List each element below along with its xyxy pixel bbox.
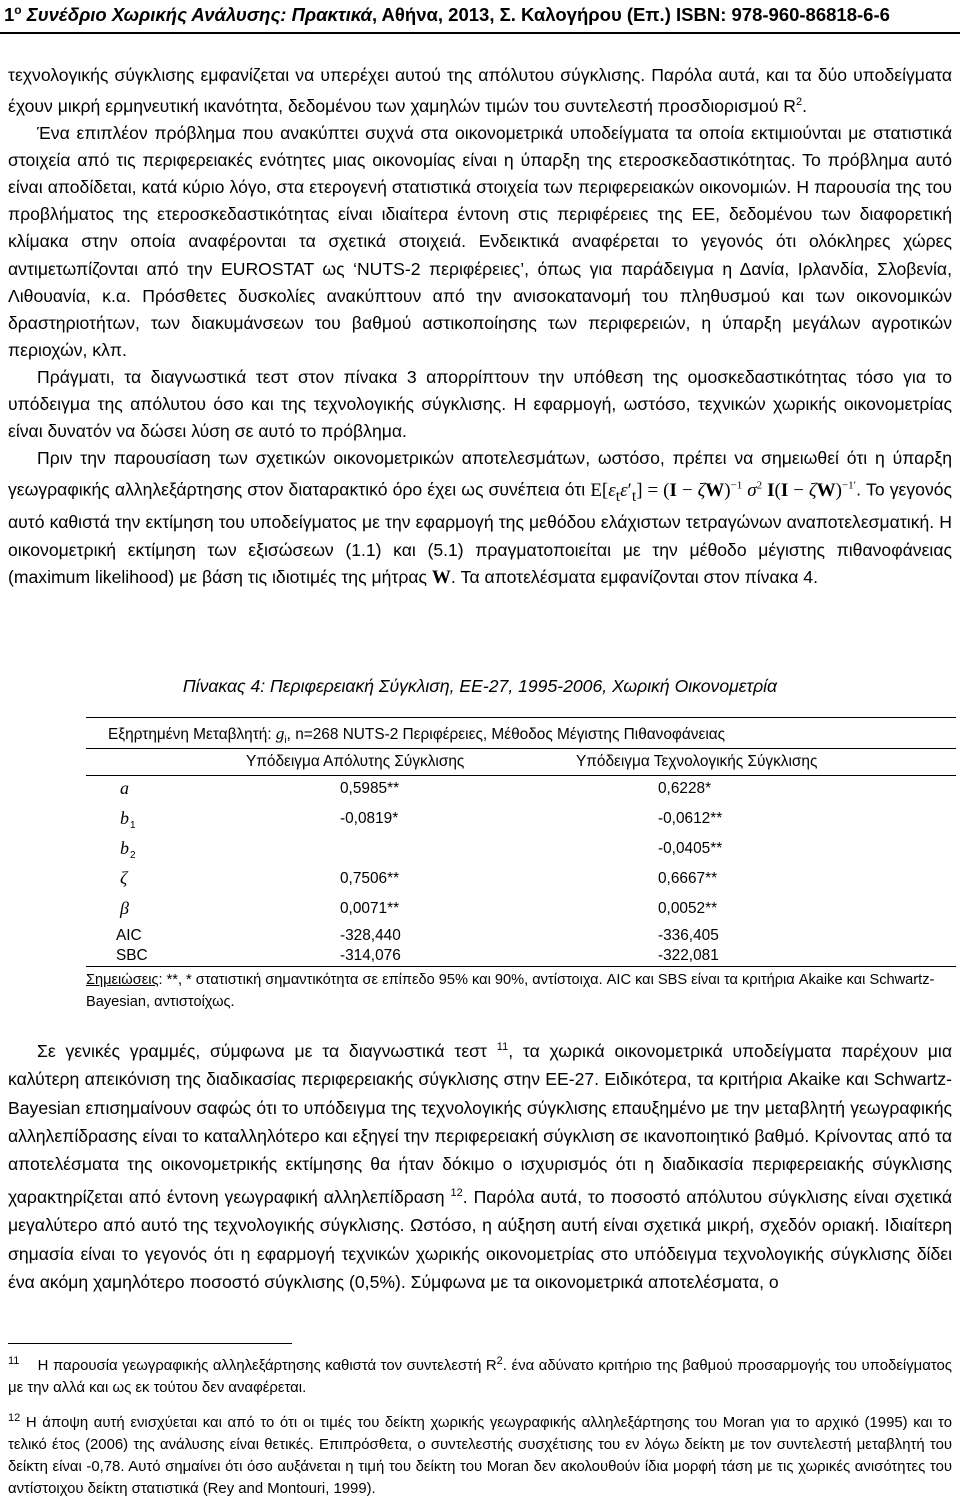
table-row (86, 896, 956, 926)
dep-var-symbol: g (275, 724, 285, 743)
paragraph-4-text-c: . Τα αποτελέσματα εμφανίζονται στον πίνακα 4. (450, 566, 818, 587)
footnote-11-superscript: 2 (496, 1355, 503, 1367)
footnote-11-number: 11 (8, 1355, 20, 1367)
header-ordinal-suffix: ο (14, 2, 22, 17)
table-body (86, 776, 956, 966)
dep-rest-text: , n=268 NUTS-2 Περιφέρειες, Μέθοδος Μέγιστης Πιθανοφάνειας (286, 726, 726, 743)
r-squared-superscript: 2 (795, 96, 803, 109)
column-header-absolute: Υπόδειγμα Απόλυτης Σύγκλισης (246, 753, 465, 770)
matrix-w: W (431, 566, 451, 588)
row-symbol: SBC (116, 947, 148, 964)
row-symbol: ζ (120, 868, 128, 888)
notes-text: : **, * στατιστική σημαντικότητα σε επίπεδο 95% και 90%, αντίστοιχα. AIC και SBS είναι τα κριτήρια Akaike και Schwartz-Bayesian, αντιστοίχως. (86, 972, 935, 1010)
notes-label: Σημειώσεις (86, 972, 159, 988)
technological-model-value: -322,081 (658, 947, 719, 964)
absolute-model-value: 0,5985** (340, 780, 400, 797)
footnote-12 (8, 1407, 952, 1500)
technological-model-value: -0,0405** (658, 840, 723, 857)
footnote-ref-12[interactable]: 12 (450, 1186, 463, 1199)
paragraph-1-text: τεχνολογικής σύγκλισης εμφανίζεται να υπερέχει αυτού της απόλυτου σύγκλισης. Παρόλα αυτά, και τα δύο υποδείγματα έχουν μικρή ερμηνευτική ικανότητα, δεδομένου των χαμηλών τιμών του συντελεστή προσδιορισμού R (8, 65, 952, 116)
table-row (86, 866, 956, 896)
technological-model-value: 0,0052** (658, 900, 718, 917)
technological-model-value: -336,405 (658, 927, 719, 944)
footnote-ref-11[interactable]: 11 (496, 1041, 509, 1053)
paragraph-3: Πράγματι, τα διαγνωστικά τεστ στον πίνακα 3 απορρίπτουν την υπόθεση της ομοσκεδαστικότητας τόσο για το υπόδειγμα της απόλυτου όσο και της τεχνολογικής σύγκλισης. Η εφαρμογή, ωστόσο, τεχνικών χωρικής οικονομετρίας είναι δυνατόν να δώσει λύση σε αυτό το πρόβλημα. (8, 366, 952, 442)
header-rest: , Αθήνα, 2013, Σ. Καλογήρου (Επ.) ISBN: 978-960-86818-6-6 (371, 4, 890, 25)
paragraph-2: Ένα επιπλέον πρόβλημα που ανακύπτει συχνά στα οικονομετρικά υποδείγματα τα οποία εκτιμιούνται με στατιστικά στοιχεία από τις περιφερειακές ενότητες μιας οικονομίας είναι η ύπαρξη της ετεροσκεδαστικότητας. Το πρόβλημα αυτό είναι αποδίδεται, κατά κύριο λόγο, στα ετερογενή στατιστικά στοιχεία των περιφερειακών οικονομιών. Η παρουσία της του προβλήματος της ετεροσκεδαστικότητας είναι ιδιαίτερα έντονη στις περιφέρειες της ΕΕ, δεδομένου των διαφορετική κλίμακα στην οποία αναφέρονται τα σχετικά στοιχειά. Ενδεικτικά αναφέρεται το γεγονός ότι ολόκληρες χώρες αντιμετωπίζονται από την EUROSTAT ως ‘NUTS-2 περιφέρειες’, όπως για παράδειγμα η Δανία, Ιρλανδία, Σλοβενία, Λιθουανία, κ.α. Πρόσθετες δυσκολίες ανακύπτουν από την ανισοκατανομή του πληθυσμού και των οικονομικών δραστηριοτήτων, των διακυμάνσεων του βαθμού αστικοποίησης των περιφερειών, η ύπαρξη μεγάλων αγροτικών περιοχών, κλπ. (8, 123, 952, 360)
table-header-row (86, 749, 956, 775)
dependent-variable-label (108, 724, 725, 746)
row-symbol-subscript: 2 (130, 850, 136, 861)
running-header (0, 0, 960, 34)
technological-model-value: 0,6667** (658, 870, 718, 887)
paragraph-5-text-b: , τα χωρικά οικονομετρικά υποδείγματα παρέχουν μια καλύτερη απεικόνιση της διαδικασίας περιφερειακής σύγκλισης στην ΕΕ-27. Ειδικότερα, τα κριτήρια Akaike και Schwartz-Bayesian επισημαίνουν σαφώς ότι το υπόδειγμα της τεχνολογικής σύγκλισης επαυξημένο με την μεταβλητή γεωγραφικής αλληλεπίδρασης είναι το καταλληλότερο και εξηγεί την περιφερειακή σύγκλιση σε ικανοποιητικό βαθμό. Κρίνοντας από τα αποτελέσματα της οικονομετρικής εκτίμησης θα ήταν δόκιμο ο ισχυρισμός ότι η διαδικασία περιφερειακής σύγκλισης χαρακτηρίζεται από έντονη γεωγραφική αλληλεπίδραση (8, 1040, 953, 1207)
row-symbol: b (120, 838, 129, 858)
paragraph-5-text-c: . Παρόλα αυτά, το ποσοστό απόλυτου σύγκλισης είναι σχετικά μεγαλύτερο από αυτό της τεχνολογικής σύγκλισης. Ωστόσο, η αύξηση αυτή είναι σχετικά μικρή, σχεδόν οριακή. Ιδιαίτερη σημασία είναι το γεγονός ότι η εφαρμογή τεχνικών χωρικής οικονομετρίας στο υπόδειγμα τεχνολογικής σύγκλισης δίδει ένα ακόμη χαμηλότερο ποσοστό σύγκλισης (0,5%). Σύμφωνα με τα οικονομετρικά αποτελέσματα, ο (8, 1186, 952, 1292)
table-row (86, 946, 956, 966)
footnotes (8, 1350, 952, 1508)
row-symbol: AIC (116, 927, 142, 944)
body-text-top (8, 62, 952, 591)
dep-label-text: Εξηρτημένη Μεταβλητή: (108, 726, 272, 743)
covariance-equation: $E[\varepsilon_t\varepsilon'_t] = (I - \zeta W)^{-1}$ $\sigma^2$ $I(I - \zeta W)^{-1'}$ (590, 479, 857, 505)
column-header-technological: Υπόδειγμα Τεχνολογικής Σύγκλισης (576, 753, 818, 770)
table-row (86, 806, 956, 836)
row-symbol: b (120, 808, 129, 828)
header-title: Συνέδριο Χωρικής Ανάλυσης: Πρακτικά (26, 4, 372, 25)
absolute-model-value: -314,076 (340, 947, 401, 964)
header-ordinal: 1 (4, 4, 15, 25)
footnote-11 (8, 1350, 952, 1399)
footnote-11-text-b: . ένα αδύνατο κριτήριο της βαθμού προσαρμογής του υποδείγματος με την αλλά και ως εκ τούτου δεν αναφέρεται. (8, 1357, 952, 1396)
row-symbol: β (120, 898, 129, 918)
footnote-12-text: Η άποψη αυτή ενισχύεται και από το ότι οι τιμές του δείκτη χωρικής γεωγραφικής αλληλεξάρτησης του Moran για το αρχικό (1995) και το τελικό έτος (2006) της ανάλυσης είναι θετικές. Επιπρόσθετα, ο συντελεστής συσχέτισης του εν λόγω δείκτη με τον συντελεστή μεταβλητή του δείκτη είναι -0,78. Αυτό σημαίνει ότι όσο αυξάνεται η τιμή του δείκτη του Moran δεν ακολουθούν ίδια μορφή τάση με τις χωρικές ανισότητες του αντίστοιχου δείκτη στατιστικά (Rey and Montouri, 1999). (8, 1414, 952, 1497)
dep-var-subscript: i (284, 735, 287, 747)
absolute-model-value: -328,440 (340, 927, 401, 944)
paragraph-4-text-b: . Το γεγονός αυτό καθιστά την εκτίμηση του υποδείγματος με την εφαρμογή της μεθόδου ελάχιστων τετραγώνων αναποτελεσματική. Η οικονομετρική εκτίμηση των εξισώσεων (1.1) και (5.1) πραγματοποιείται με την μέθοδο μέγιστης πιθανοφάνειας (maximum likelihood) με βάση τις ιδιοτιμές της μήτρας (8, 479, 953, 587)
technological-model-value: -0,0612** (658, 810, 723, 827)
table-row (86, 836, 956, 866)
paragraph-1-end: . (802, 95, 807, 116)
paragraph-5-text-a: Σε γενικές γραμμές, σύμφωνα με τα διαγνωστικά τεστ (37, 1040, 487, 1061)
absolute-model-value: 0,0071** (340, 900, 400, 917)
technological-model-value: 0,6228* (658, 780, 712, 797)
table-row (86, 776, 956, 806)
paragraph-5 (8, 1033, 952, 1296)
results-table (86, 717, 956, 1013)
paragraph-4 (8, 445, 952, 591)
absolute-model-value: 0,7506** (340, 870, 400, 887)
row-symbol-subscript: 1 (130, 820, 136, 831)
paragraph-4-text-a: Πριν την παρουσίαση των σχετικών οικονομετρικών αποτελεσμάτων, ωστόσο, πρέπει να σημειωθεί ότι η ύπαρξη γεωγραφικής αλληλεξάρτησης στον διαταρακτικό όρο έχει ως συνέπεια ότι (8, 448, 952, 500)
footnote-11-text-a: Η παρουσία γεωγραφικής αλληλεξάρτησης καθιστά τον συντελεστή R (37, 1357, 497, 1374)
footnote-12-number: 12 (8, 1411, 21, 1424)
body-text-bottom (8, 1033, 952, 1296)
row-symbol: a (120, 778, 129, 798)
table-caption: Πίνακας 4: Περιφερειακή Σύγκλιση, ΕΕ-27, 1995-2006, Χωρική Οικονομετρία (182, 676, 778, 696)
table-bottom-rule (86, 966, 956, 967)
table-row (86, 926, 956, 946)
paragraph-1 (8, 62, 952, 120)
table-dependent-row (86, 718, 956, 748)
table-notes (86, 969, 956, 1013)
footnote-separator (8, 1343, 292, 1344)
absolute-model-value: -0,0819* (340, 810, 399, 827)
